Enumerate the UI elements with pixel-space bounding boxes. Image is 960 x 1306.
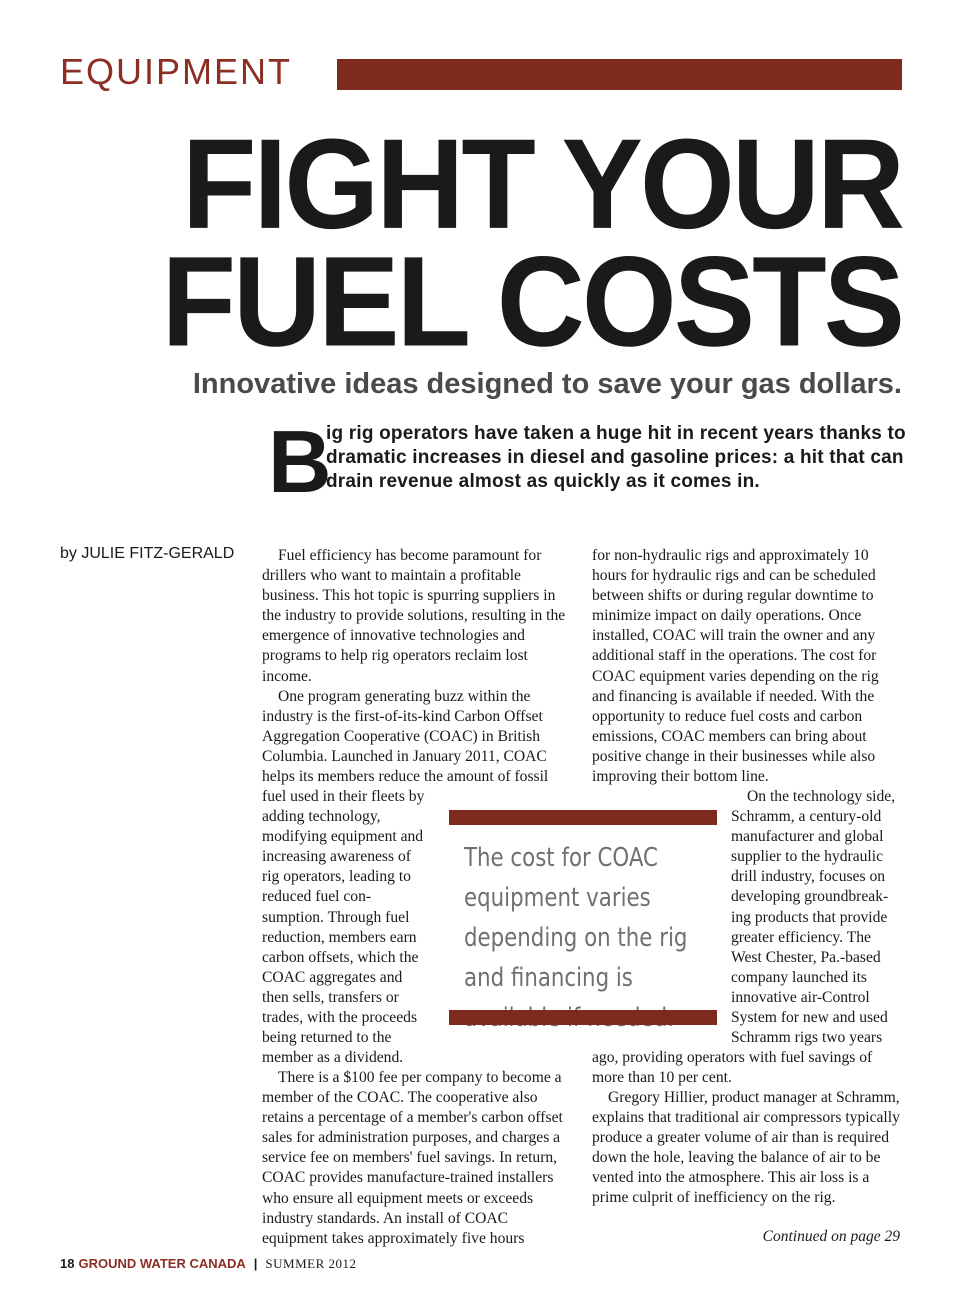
body-paragraph-4: for non-hydraulic rigs and approximately 10 hours for hydraulic rigs and can be scheduled between shifts or during regular downtime to minimize impact on daily operations. Once installed, COAC will train the owner and any additional staff in the operations. The cost for COAC equipment varies depending on the rig and financing is available if needed. With the opportunity to reduce fuel costs and carbon emissions, COAC members can bring about positive change in their businesses while also improving their bottom line. bbox=[592, 547, 879, 786]
byline: by JULIE FITZ-GERALD bbox=[60, 545, 235, 562]
body-paragraph-3: There is a $100 fee per company to become a member of the COAC. The cooperative also retains a percentage of a member's carbon offset sales for administration purposes, and charges a service fee on members' fuel savings. In return, COAC provides manufacture-trained installers who ensure all equipment meets or exceeds industry standards. An install of COAC equipment takes approximately five hours bbox=[262, 1069, 563, 1247]
headline bbox=[161, 112, 902, 373]
section-rule bbox=[337, 59, 902, 90]
pullquote-bottom-rule bbox=[449, 1010, 717, 1025]
drop-cap: B bbox=[268, 412, 332, 511]
body-paragraph-6: Gregory Hillier, product manager at Schramm, explains that traditional air compressors typically produce a greater volume of air than is required down the hole, leaving the balance of air to be vented into the atmosphere. This air loss is a prime culprit of inefficiency on the rig. bbox=[592, 1089, 900, 1207]
body-paragraph-5a: On the technology side, Schramm, a century-old manufacturer and global supplier to the hydraulic drill industry, focuses on developing groundbreak-ing products that provide greater efficiency. The West Chester, Pa.-based company launched its innovative air-Control System for new and used Schramm rigs two years bbox=[731, 788, 896, 1047]
body-paragraph-1: Fuel efficiency has become paramount for drillers who want to maintain a profitable business. This hot topic is spurring suppliers in the industry to provide solutions, resulting in the emergence of innovative technologies and programs to help rig operators reclaim lost income. bbox=[262, 547, 566, 685]
section-label: EQUIPMENT bbox=[60, 51, 293, 92]
pullquote-top-rule bbox=[449, 810, 717, 825]
magazine-name: GROUND WATER CANADA bbox=[78, 1256, 246, 1271]
footer-separator: | bbox=[253, 1256, 258, 1271]
page-footer bbox=[60, 1256, 357, 1272]
headline-line-1: FIGHT YOUR bbox=[181, 112, 902, 256]
subheadline: Innovative ideas designed to save your gas dollars. bbox=[192, 368, 902, 400]
page-number: 18 bbox=[60, 1256, 75, 1271]
headline-line-2: FUEL COSTS bbox=[161, 230, 902, 373]
body-paragraph-2a: One program generating buzz within the industry is the first-of-its-kind Carbon Offset Aggregation Cooperative (COAC) in British Columbia. Launched in January 2011, COAC helps its members reduce the amount of fossil bbox=[262, 688, 549, 786]
body-paragraph-5b: ago, providing operators with fuel savings of more than 10 per cent. bbox=[592, 1049, 873, 1087]
issue-date: SUMMER 2012 bbox=[265, 1256, 357, 1271]
continued-note: Continued on page 29 bbox=[762, 1228, 900, 1245]
deck-text: ig rig operators have taken a huge hit in recent years thanks to dramatic increases in diesel and gasoline prices: a hit that can drain revenue almost as quickly as it comes in. bbox=[326, 423, 906, 492]
pull-quote: The cost for COAC equipment varies depending on the rig and financing is bbox=[464, 843, 688, 993]
body-paragraph-2b: fuel used in their fleets by adding technology, modifying equipment and increasing awareness of rig operators, leading to reduced fuel con-sumption. Through fuel reduction, members earn carbon offsets, which the COAC aggregates and then sells, transfers or trades, with the proceeds being returned to the member as a dividend. bbox=[262, 788, 425, 1067]
